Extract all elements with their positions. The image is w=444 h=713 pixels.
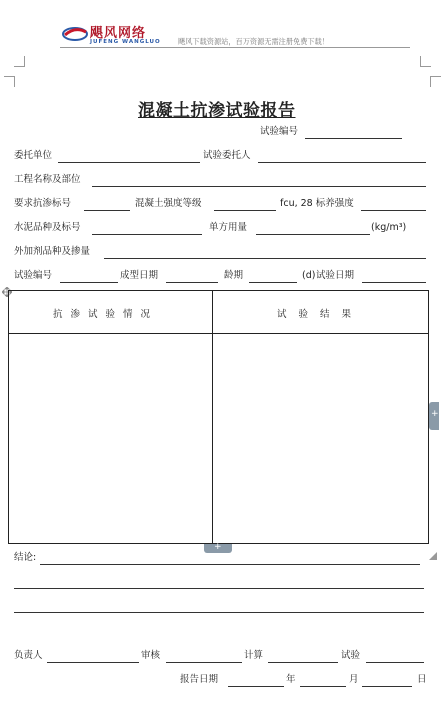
client-line <box>58 162 200 163</box>
responsible-line <box>47 662 139 663</box>
concrete-grade-line <box>214 210 276 211</box>
header-banner: 飓风下载资源站，百万资源无需注册免费下载！ <box>178 37 329 46</box>
test-no2-line <box>60 282 118 283</box>
logo-swoosh-icon <box>62 24 88 42</box>
crop-mark-bottom-right <box>430 76 441 87</box>
age-unit: (d) <box>302 270 316 281</box>
side-expand-handle[interactable] <box>429 402 439 430</box>
calc-line <box>268 662 338 663</box>
report-date-label: 报告日期 <box>180 674 219 685</box>
report-date-year: 年 <box>286 674 296 685</box>
table-column-divider <box>212 291 213 543</box>
grade-line <box>84 210 130 211</box>
cement-line <box>92 234 202 235</box>
test-date-line <box>362 282 426 283</box>
table-header-right: 试验结果 <box>277 309 364 320</box>
client-person-label: 试验委托人 <box>203 150 251 161</box>
logo-name: 飓风网络 <box>90 26 147 41</box>
report-date-month-line <box>300 686 346 687</box>
conclusion-line-2 <box>14 588 424 589</box>
report-date-day: 日 <box>417 674 427 685</box>
header-rule <box>60 47 410 48</box>
report-date-day-line <box>362 686 412 687</box>
side-plus-icon: + <box>431 409 439 419</box>
responsible-label: 负责人 <box>14 650 43 661</box>
dosage-unit: (kg/m³) <box>371 222 407 233</box>
test-label: 试验 <box>341 650 361 661</box>
age-line <box>249 282 297 283</box>
table-header-divider <box>9 333 428 334</box>
report-date-year-line <box>228 686 284 687</box>
grade-label: 要求抗渗标号 <box>14 198 72 209</box>
dosage-label: 单方用量 <box>209 222 248 233</box>
conclusion-line-1 <box>40 564 420 565</box>
calc-label: 计算 <box>244 650 264 661</box>
dosage-line <box>256 234 370 235</box>
crop-mark-top-left <box>14 56 25 67</box>
client-label: 委托单位 <box>14 150 53 161</box>
client-person-line <box>258 162 426 163</box>
crop-mark-bottom-left <box>4 76 15 87</box>
test-line <box>366 662 424 663</box>
mold-date-line <box>166 282 218 283</box>
fcu-label: fcu, 28 标养强度 <box>280 198 354 209</box>
table-resize-handle[interactable] <box>429 545 437 553</box>
test-no-label: 试验编号 <box>260 126 299 137</box>
add-row-plus-icon: + <box>214 542 222 552</box>
review-label: 审核 <box>141 650 161 661</box>
project-label: 工程名称及部位 <box>14 174 81 185</box>
fcu-line <box>361 210 426 211</box>
logo <box>62 22 172 44</box>
cement-label: 水泥品种及标号 <box>14 222 81 233</box>
test-no2-label: 试验编号 <box>14 270 53 281</box>
conclusion-line-3 <box>14 612 424 613</box>
report-date-month: 月 <box>349 674 359 685</box>
project-line <box>92 186 426 187</box>
resize-icon <box>429 552 437 560</box>
mold-date-label: 成型日期 <box>120 270 159 281</box>
age-label: 龄期 <box>224 270 244 281</box>
add-row-handle[interactable] <box>204 544 232 553</box>
page-title: 混凝土抗渗试验报告 <box>138 101 296 121</box>
conclusion-label: 结论: <box>14 552 37 563</box>
admixture-line <box>104 258 426 259</box>
concrete-grade-label: 混凝土强度等级 <box>135 198 202 209</box>
admixture-label: 外加剂品种及掺量 <box>14 246 91 257</box>
results-table <box>8 290 429 544</box>
review-line <box>166 662 242 663</box>
test-no-line <box>305 138 402 139</box>
table-header-left: 抗渗试验情况 <box>53 309 159 320</box>
test-date-label: 试验日期 <box>316 270 355 281</box>
logo-subtitle: JUFENG WANGLUO <box>90 39 161 45</box>
crop-mark-top-right <box>420 56 431 67</box>
